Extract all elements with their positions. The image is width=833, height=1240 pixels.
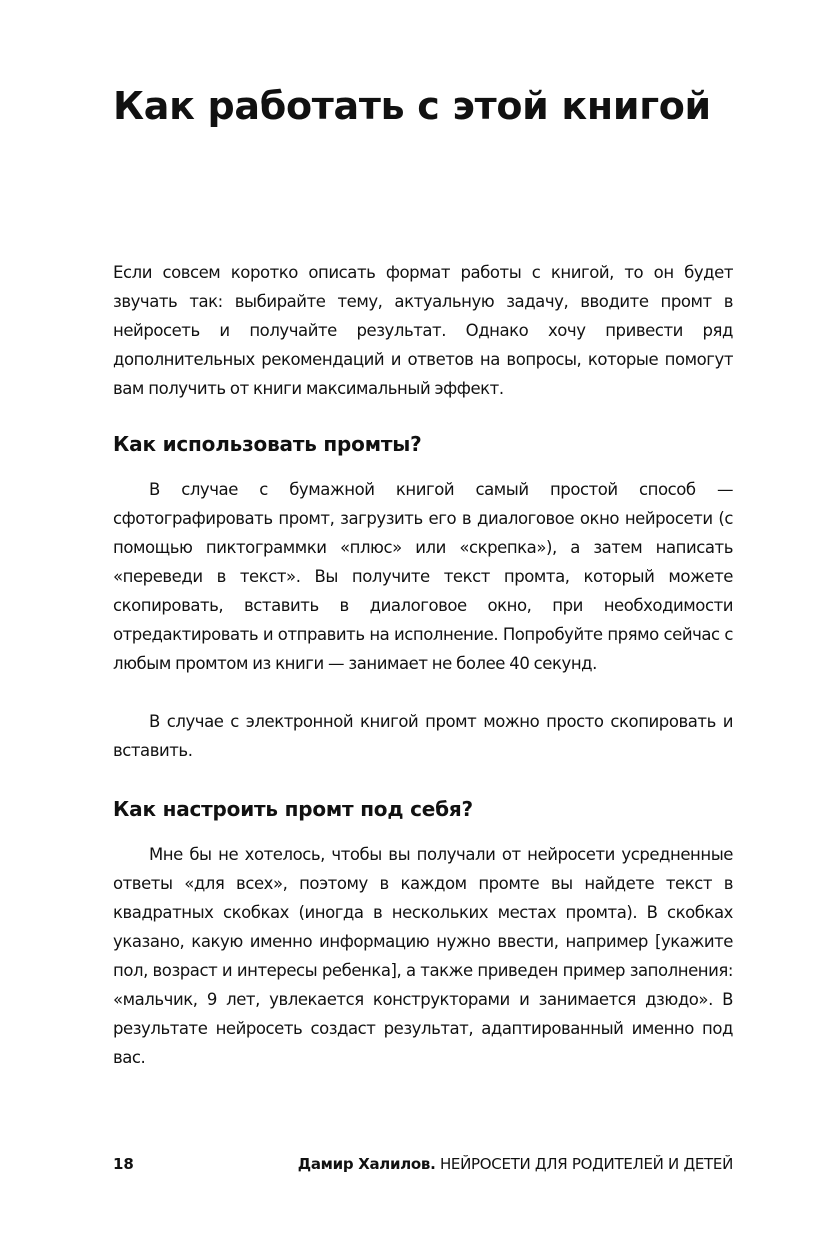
- running-head: [298, 1152, 733, 1176]
- section-paragraph: Мне бы не хотелось, чтобы вы получали от нейросети усредненные ответы «для всех», поэтому в каждом промте вы найдете текст в квадратных скобках (иногда в нескольких местах промта). В скобках указано, какую именно информацию нужно ввести, например [укажите пол, возраст и интересы ребенка], а также приведен пример заполнения: «мальчик, 9 лет, увлекается конструкторами и занимается дзюдо». В результате нейросеть создаст результат, адаптированный именно под вас.: [113, 845, 733, 1067]
- section-heading-use-prompts: Как использовать промты?: [113, 432, 422, 456]
- intro-paragraph: Если совсем коротко описать формат работы с книгой, то он будет звучать так: выбирайте тему, актуальную задачу, вводите промт в нейросеть и получайте результат. Однако хочу привести ряд дополнительных рекомендаций и ответов на вопросы, которые помогут вам получить от книги максимальный эффект.: [113, 263, 733, 398]
- page-title: Как работать с этой книгой: [113, 84, 711, 128]
- page-number: 18: [113, 1155, 134, 1173]
- section-heading-customize-prompt: Как настроить промт под себя?: [113, 797, 473, 821]
- footer-author: Дамир Халилов.: [297, 1155, 436, 1173]
- page-footer: [113, 1152, 733, 1176]
- section-paragraph: В случае с бумажной книгой самый простой способ — сфотографировать промт, загрузить его в диалоговое окно нейросети (с помощью пиктограммки «плюс» или «скрепка»), а затем написать «переведи в текст». Вы получите текст промта, который можете скопировать, вставить в диалоговое окно, при необходимости отредактировать и отправить на исполнение. Попробуйте прямо сейчас с любым промтом из книги — занимает не более 40 секунд.: [113, 480, 733, 673]
- footer-book-title: НЕЙРОСЕТИ ДЛЯ РОДИТЕЛЕЙ И ДЕТЕЙ: [439, 1155, 733, 1173]
- section-paragraph: В случае с электронной книгой промт можно просто скопировать и вставить.: [113, 712, 733, 760]
